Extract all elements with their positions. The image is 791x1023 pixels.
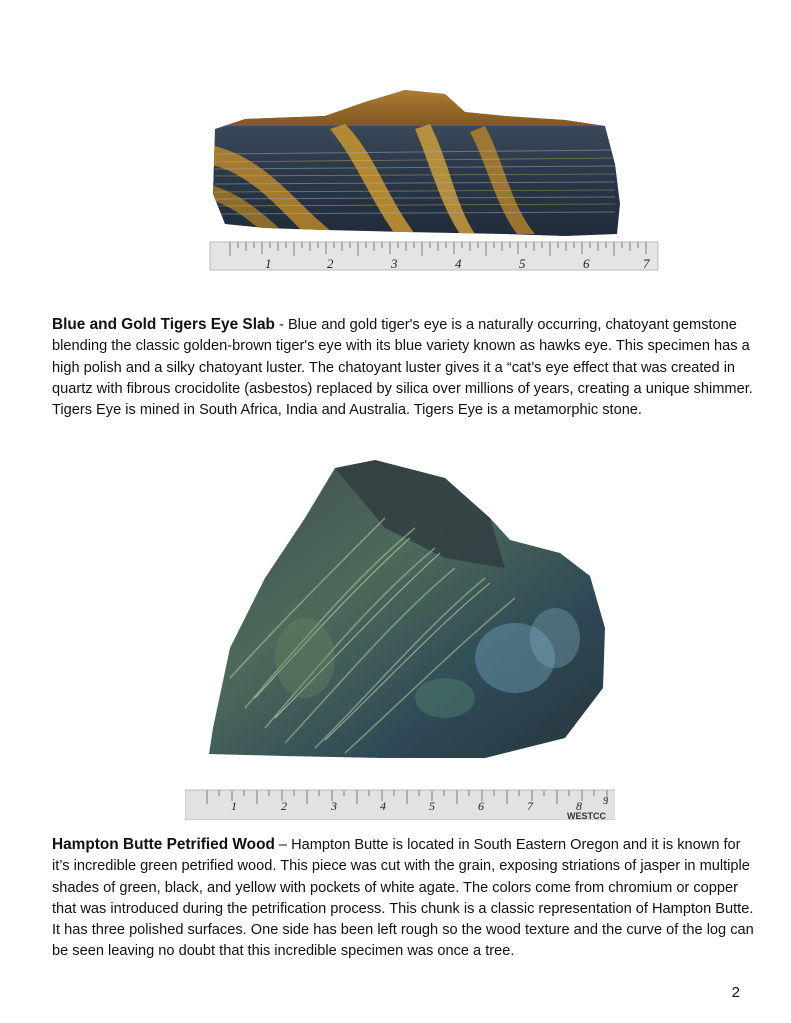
ruler-number: 4 [455,256,462,271]
petrified-wood-description [52,834,757,963]
petrified-wood-title: Hampton Butte Petrified Wood [52,836,275,853]
petrified-wood-body: Hampton Butte is located in South Eastern Oregon and it is known for it’s incredible green petrified wood. This piece was cut with the grain, exposing striations of jasper in multiple shades of green, black, and yellow with pockets of white agate. The colors come from chromium or copper that was introduced during the petrification process. This chunk is a classic representation of Hampton Butte. It has three polished surfaces. One side has been left rough so the wood texture and the curve of the log can be seen leaving no doubt that this incredible specimen was once a tree. [52,837,754,960]
ruler-number: 1 [231,799,237,813]
title-separator: – [274,837,292,853]
ruler-number: 5 [519,256,526,271]
ruler-number: 3 [331,799,337,813]
ruler-number: 1 [265,256,272,271]
ruler-number: 4 [380,799,386,813]
ruler-number: 2 [281,799,287,813]
tigers-eye-body: Blue and gold tiger's eye is a naturally occurring, chatoyant gemstone blending the classic golden-brown tiger's eye with its blue variety known as hawks eye. This specimen has a high polish and a silky chatoyant luster. The chatoyant luster gives it a “cat’s eye effect that was created in quartz with fibrous crocidolite (asbestos) replaced by silica over millions of years, creating a unique shimmer. Tigers Eye is mined in South Africa, India and Australia. Tigers Eye is a metamorphic stone. [52,317,753,419]
tigers-eye-description [52,314,757,421]
ruler-number: 9 [603,796,608,807]
ruler-number: 6 [583,256,590,271]
ruler-brand: WESTCC [567,811,606,820]
ruler-number: 8 [576,799,582,813]
ruler-number: 7 [643,256,650,271]
title-separator: - [274,317,288,333]
petrified-wood-photo [185,458,615,820]
ruler-number: 5 [429,799,435,813]
tigers-eye-photo [205,84,660,274]
ruler-number: 2 [327,256,334,271]
page-number: 2 [731,984,740,1001]
ruler-number: 3 [391,256,398,271]
ruler-number: 7 [527,799,533,813]
ruler-number: 6 [478,799,484,813]
tigers-eye-title: Blue and Gold Tigers Eye Slab [52,316,275,333]
